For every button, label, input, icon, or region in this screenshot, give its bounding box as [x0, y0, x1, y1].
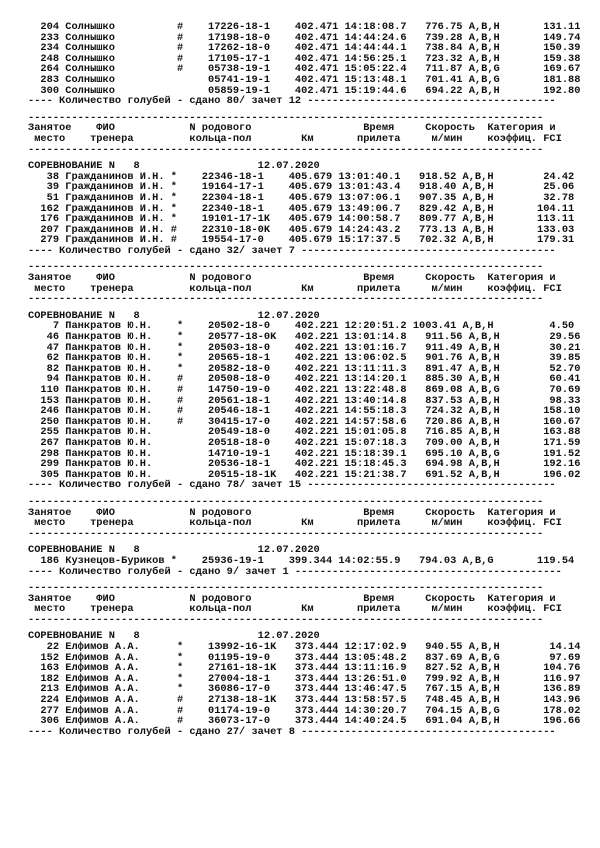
- separator-line: -----------------------------------------------------------------------------------: [28, 143, 544, 156]
- column-header-row: Занятое ФИО N родового Время Скорость Категория и: [28, 506, 556, 519]
- table-row: 39 Гражданинов И.Н. * 19164-17-1 405.679 13:01:43.4 918.40 A,B,H 25.06: [28, 181, 575, 194]
- table-row: 300 Солнышко 05859-19-1 402.471 15:19:44.6 694.22 A,B,H 192.80: [28, 84, 581, 97]
- table-row: 233 Солнышко # 17198-18-0 402.471 14:44:24.6 739.28 A,B,H 149.74: [28, 31, 581, 44]
- table-row: 279 Гражданинов И.Н. # 19554-17-0 405.679 15:17:37.5 702.32 A,B,H 179.31: [28, 234, 575, 247]
- table-row: 207 Гражданинов И.Н. # 22310-18-0K 405.679 14:24:43.2 773.13 A,B,H 133.03: [28, 223, 575, 236]
- separator-line: -----------------------------------------------------------------------------------: [28, 527, 544, 540]
- separator-line: -----------------------------------------------------------------------------------: [28, 261, 544, 274]
- summary-line: ---- Количество голубей - сдано 78/ зачет 15 ----------------------------------------: [28, 479, 556, 492]
- summary-line: ---- Количество голубей - сдано 9/ зачет 1 -------------------------------------------: [28, 565, 562, 578]
- table-row: 283 Солнышко 05741-19-1 402.471 15:13:48.1 701.41 A,B,G 181.88: [28, 73, 581, 86]
- table-row: 299 Панкратов Ю.Н. 20536-18-1 402.221 15:18:45.3 694.98 A,B,H 192.16: [28, 458, 581, 471]
- table-row: 94 Панкратов Ю.Н. # 20508-18-0 402.221 13:14:20.1 885.30 A,B,H 60.41: [28, 373, 581, 386]
- table-row: 248 Солнышко # 17105-17-1 402.471 14:56:25.1 723.32 A,B,H 159.38: [28, 52, 581, 65]
- separator-line: -----------------------------------------------------------------------------------: [28, 495, 544, 508]
- competition-title: СОРЕВНОВАНИЕ N 8 12.07.2020: [28, 630, 320, 643]
- table-row: 163 Елфимов А.А. * 27161-18-1K 373.444 13:11:16.9 827.52 A,B,H 104.76: [28, 662, 581, 675]
- table-row: 153 Панкратов Ю.Н. # 20561-18-1 402.221 13:40:14.8 837.53 A,B,H 98.33: [28, 394, 581, 407]
- table-row: 62 Панкратов Ю.Н. * 20565-18-1 402.221 13:06:02.5 901.76 A,B,H 39.85: [28, 352, 581, 365]
- column-header-row: Занятое ФИО N родового Время Скорость Категория и: [28, 122, 556, 135]
- table-row: 246 Панкратов Ю.Н. # 20546-18-1 402.221 14:55:18.3 724.32 A,B,H 158.10: [28, 405, 581, 418]
- table-row: 298 Панкратов Ю.Н. 14710-19-1 402.221 15:18:39.1 695.10 A,B,G 191.52: [28, 447, 581, 460]
- summary-line: ---- Количество голубей - сдано 32/ зачет 7 -----------------------------------------: [28, 244, 556, 257]
- separator-line: -----------------------------------------------------------------------------------: [28, 613, 544, 626]
- table-row: 176 Гражданинов И.Н. * 19101-17-1K 405.679 14:00:58.7 809.77 A,B,H 113.11: [28, 213, 575, 226]
- table-row: 234 Солнышко # 17262-18-0 402.471 14:44:44.1 738.84 A,B,H 150.39: [28, 42, 581, 55]
- table-row: 22 Елфимов А.А. * 13992-16-1K 373.444 12:17:02.9 940.55 A,B,H 14.14: [28, 641, 581, 654]
- table-row: 264 Солнышко # 05738-19-1 402.471 15:05:22.4 711.87 A,B,G 169.67: [28, 63, 581, 76]
- table-row: 204 Солнышко # 17226-18-1 402.471 14:18:08.7 776.75 A,B,H 131.11: [28, 21, 581, 33]
- table-row: 47 Панкратов Ю.Н. * 20503-18-0 402.221 13:01:16.7 911.49 A,B,H 30.21: [28, 341, 581, 354]
- table-row: 306 Елфимов А.А. # 36073-17-0 373.444 14:40:24.5 691.04 A,B,H 196.66: [28, 715, 581, 728]
- column-header-row: место тренера кольца-пол Км прилета м/мин коэффиц. FCI: [28, 282, 562, 295]
- competition-title: СОРЕВНОВАНИЕ N 8 12.07.2020: [28, 544, 320, 557]
- table-row: 38 Гражданинов И.Н. * 22346-18-1 405.679 13:01:40.1 918.52 A,B,H 24.42: [28, 170, 575, 183]
- table-row: 110 Панкратов Ю.Н. # 14750-19-0 402.221 13:22:48.8 869.08 A,B,G 70.69: [28, 384, 581, 396]
- table-row: 152 Елфимов А.А. * 01195-19-0 373.444 13:05:48.2 837.69 A,B,G 97.69: [28, 651, 581, 664]
- column-header-row: Занятое ФИО N родового Время Скорость Категория и: [28, 272, 556, 285]
- table-row: 162 Гражданинов И.Н. * 22340-18-1 405.679 13:49:06.7 829.42 A,B,H 104.11: [28, 202, 575, 215]
- table-row: 51 Гражданинов И.Н. * 22304-18-1 405.679 13:07:06.1 907.35 A,B,H 32.78: [28, 191, 575, 204]
- table-row: 213 Елфимов А.А. * 36086-17-0 373.444 13:46:47.5 767.15 A,B,H 136.89: [28, 683, 581, 696]
- separator-line: -----------------------------------------------------------------------------------: [28, 293, 544, 306]
- separator-line: -----------------------------------------------------------------------------------: [28, 111, 544, 124]
- summary-line: ---- Количество голубей - сдано 80/ зачет 12 ----------------------------------------: [28, 95, 556, 108]
- table-row: 305 Панкратов Ю.Н. 20515-18-1K 402.221 15:21:38.7 691.52 A,B,H 196.02: [28, 468, 581, 481]
- column-header-row: место тренера кольца-пол Км прилета м/мин коэффиц. FCI: [28, 132, 562, 145]
- table-row: 182 Елфимов А.А. * 27004-18-1 373.444 13:26:51.0 799.92 A,B,H 116.97: [28, 672, 581, 685]
- summary-line: ---- Количество голубей - сдано 27/ зачет 8 -----------------------------------------: [28, 725, 556, 738]
- table-row: 46 Панкратов Ю.Н. * 20577-18-0K 402.221 13:01:14.8 911.56 A,B,H 29.56: [28, 331, 581, 344]
- column-header-row: место тренера кольца-пол Км прилета м/мин коэффиц. FCI: [28, 517, 562, 530]
- table-row: 255 Панкратов Ю.Н. 20549-18-0 402.221 15:01:05.8 716.85 A,B,H 163.88: [28, 426, 581, 439]
- table-row: 277 Елфимов А.А. # 01174-19-0 373.444 14:30:20.7 704.15 A,B,G 178.02: [28, 704, 581, 717]
- competition-title: СОРЕВНОВАНИЕ N 8 12.07.2020: [28, 160, 320, 173]
- table-row: 82 Панкратов Ю.Н. * 20582-18-0 402.221 13:11:11.3 891.47 A,B,H 52.70: [28, 362, 581, 375]
- table-row: 267 Панкратов Ю.Н. 20518-18-0 402.221 15:07:18.3 709.00 A,B,H 171.59: [28, 436, 581, 449]
- column-header-row: Занятое ФИО N родового Время Скорость Категория и: [28, 592, 556, 605]
- table-row: 186 Кузнецов-Буриков * 25936-19-1 399.344 14:02:55.9 794.03 A,B,G 119.54: [28, 554, 575, 567]
- column-header-row: место тренера кольца-пол Км прилета м/мин коэффиц. FCI: [28, 603, 562, 616]
- table-row: 224 Елфимов А.А. # 27138-18-1K 373.444 13:58:57.5 748.45 A,B,H 143.96: [28, 694, 581, 707]
- table-row: 250 Панкратов Ю.Н. # 30415-17-0 402.221 14:57:58.6 720.86 A,B,H 160.67: [28, 415, 581, 428]
- table-row: 7 Панкратов Ю.Н. * 20502-18-0 402.221 12:20:51.2 1003.41 A,B,H 4.50: [28, 320, 575, 333]
- separator-line: -----------------------------------------------------------------------------------: [28, 582, 544, 595]
- competition-title: СОРЕВНОВАНИЕ N 8 12.07.2020: [28, 309, 320, 322]
